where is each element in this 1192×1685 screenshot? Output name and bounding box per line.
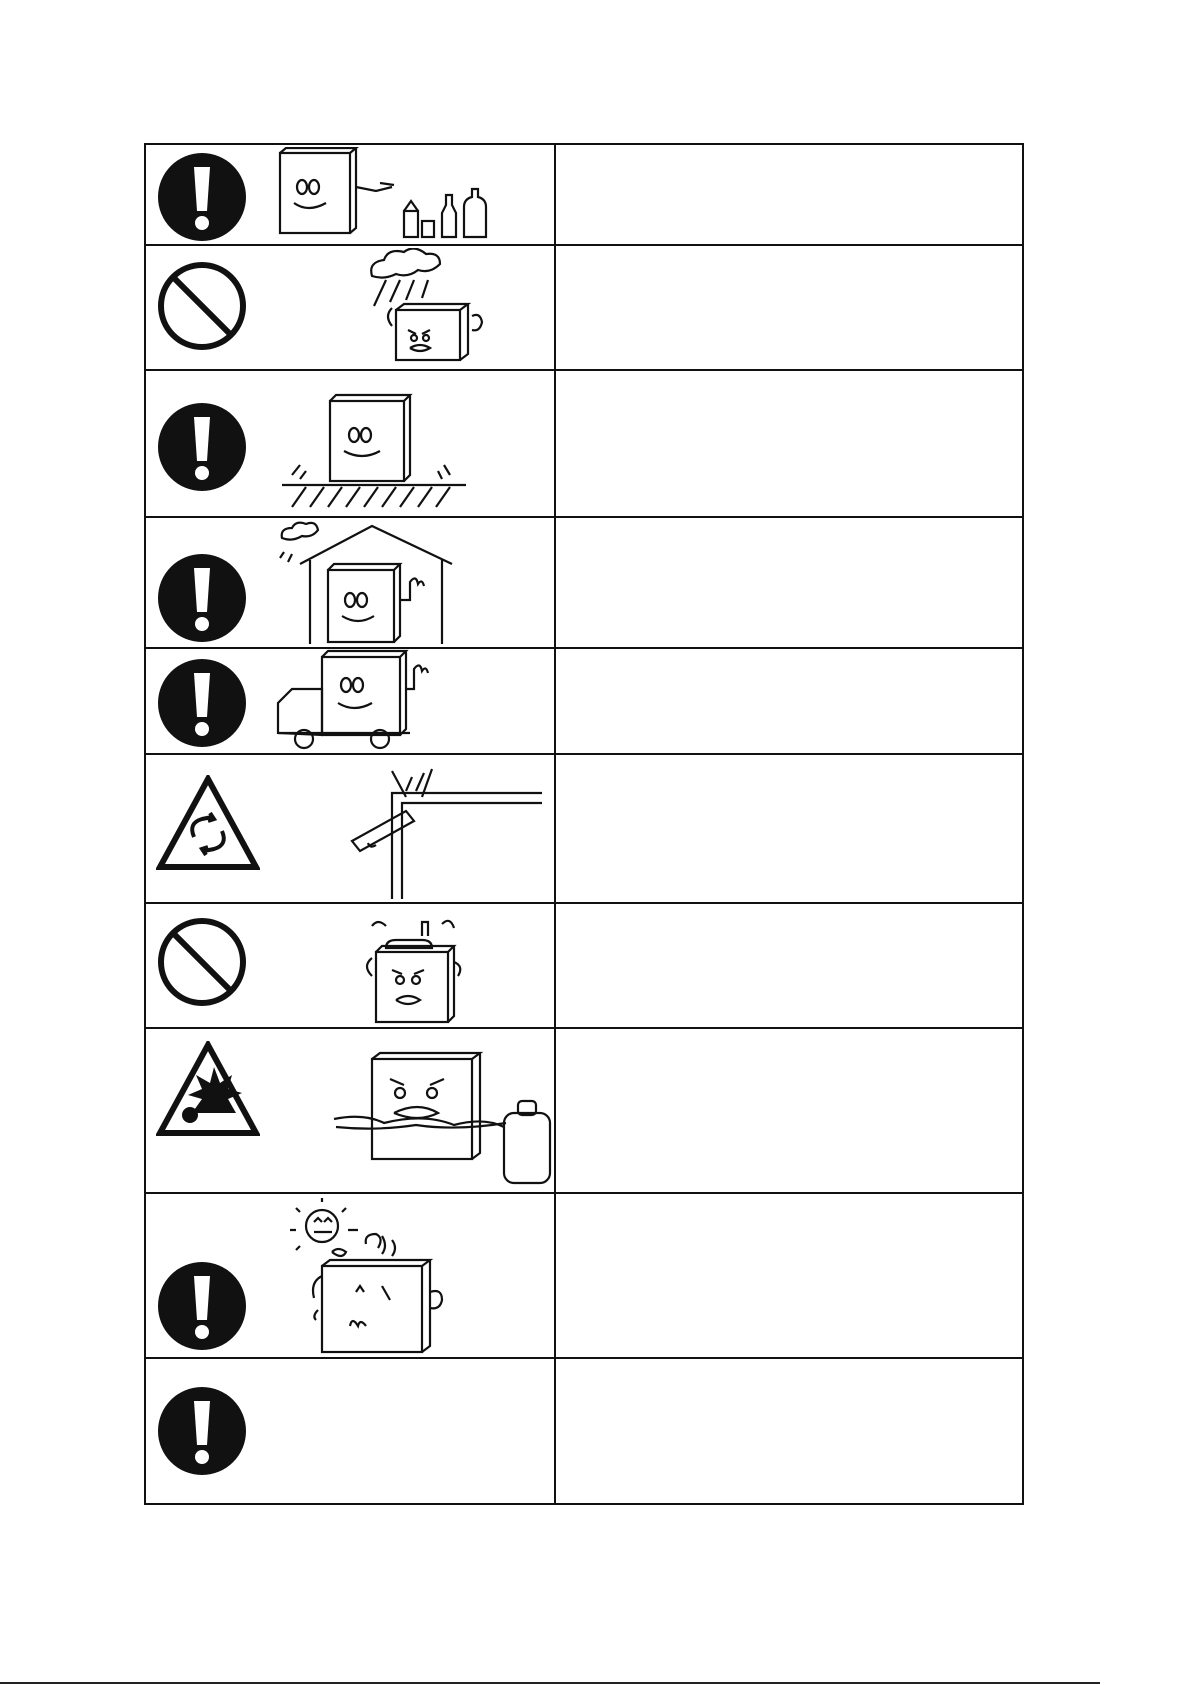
explosion-caution-icon [156,1041,260,1137]
symbol-cell [146,649,554,753]
symbol-cell [146,755,554,902]
row-text [556,371,1022,399]
table-row [146,1359,1022,1503]
prohibited-icon [156,260,248,352]
description-cell [554,246,1022,369]
mandatory-icon [156,1385,248,1477]
footer-rule [0,1682,1100,1684]
row-text [556,145,1022,173]
description-cell [554,904,1022,1027]
row-text [556,649,1022,677]
items-on-fridge-icon [352,908,482,1026]
row-text [556,755,1022,783]
row-text [556,1029,1022,1057]
description-cell [554,371,1022,516]
fridge-rain-icon [352,248,522,366]
mandatory-icon [156,401,248,493]
table-row [146,246,1022,371]
description-cell [554,1029,1022,1192]
fridge-indoors-icon [270,520,470,646]
table-row [146,1194,1022,1359]
mandatory-icon [156,1260,248,1352]
fridge-in-sun-icon [282,1196,482,1356]
table-row [146,649,1022,755]
table-row [146,1029,1022,1194]
row-text [556,1359,1022,1387]
symbol-cell [146,518,554,647]
mandatory-icon [156,657,248,749]
table-row [146,904,1022,1029]
symbol-cell [146,371,554,516]
row-text [556,246,1022,274]
symbol-cell [146,1194,554,1357]
fridge-on-truck-icon [270,649,460,753]
pinch-caution-icon [156,775,260,871]
symbol-cell [146,1359,554,1503]
fridge-pointing-icon [272,147,522,243]
table-row [146,518,1022,649]
description-cell [554,145,1022,244]
row-text [556,904,1022,932]
table-row [146,145,1022,246]
table-row [146,371,1022,518]
mandatory-icon [156,552,248,644]
row-text [556,1194,1022,1222]
symbol-cell [146,904,554,1027]
description-cell [554,649,1022,753]
safety-table [144,143,1024,1505]
symbol-cell [146,145,554,244]
description-cell [554,1359,1022,1503]
fridge-gas-leak-icon [332,1049,554,1189]
description-cell [554,518,1022,647]
symbol-cell [146,1029,554,1192]
symbol-cell [146,246,554,369]
description-cell [554,1194,1022,1357]
description-cell [554,755,1022,902]
prohibited-icon [156,916,248,1008]
table-row [146,755,1022,904]
hand-in-door-icon [346,761,546,901]
fridge-level-floor-icon [270,391,480,509]
row-text [556,518,1022,546]
mandatory-icon [156,151,248,243]
